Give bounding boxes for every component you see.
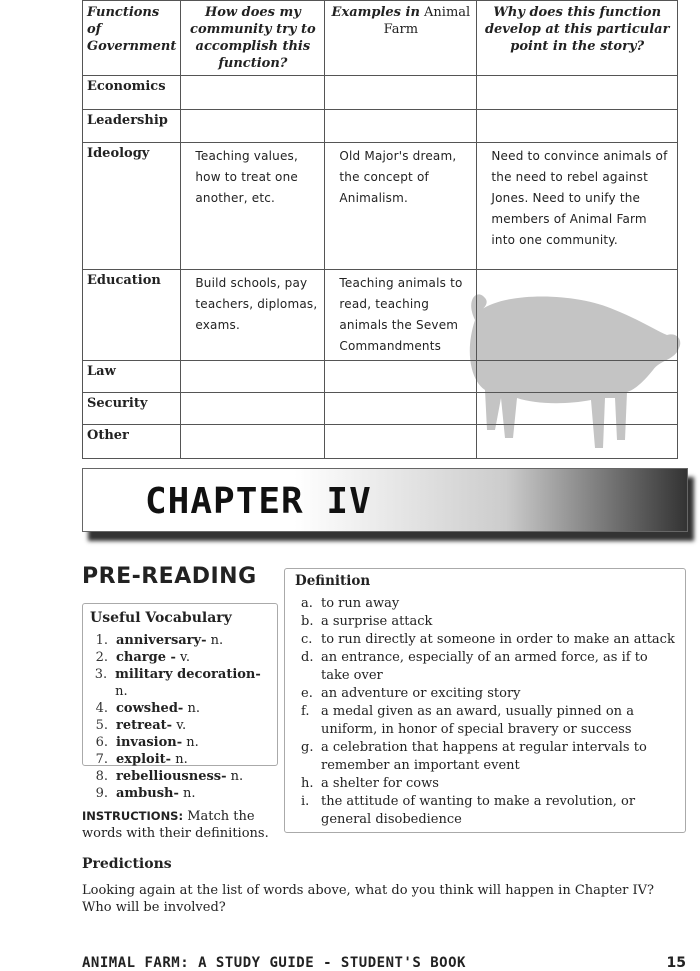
- vocab-pos: v.: [175, 650, 190, 665]
- vocab-number: 2.: [95, 650, 108, 665]
- vocabulary-item: [90, 700, 270, 717]
- vocab-pos: n.: [115, 684, 128, 699]
- row-label: Law: [83, 361, 181, 393]
- predictions-question: Looking again at the list of words above, what do you think will happen in Chapter IV? Who will be involved?: [82, 883, 654, 915]
- vocabulary-item: [90, 649, 270, 666]
- definition-item: [295, 649, 675, 685]
- vocab-word: military decoration-: [115, 667, 261, 682]
- vocabulary-item: [90, 751, 270, 768]
- definition-letter: g.: [301, 740, 314, 755]
- table-row: [83, 143, 678, 270]
- why-cell[interactable]: Need to convince animals of the need to rebel against Jones. Need to unify the members of Animal Farm into one community.: [477, 143, 678, 270]
- functions-of-government-table: [82, 0, 678, 459]
- row-label: Leadership: [83, 110, 181, 143]
- definition-box: [284, 568, 686, 833]
- why-cell[interactable]: [477, 361, 678, 393]
- definition-item: [295, 595, 675, 613]
- vocab-word: exploit-: [116, 752, 172, 767]
- vocabulary-item: [90, 717, 270, 734]
- why-cell[interactable]: [477, 76, 678, 110]
- vocabulary-box: [82, 603, 278, 801]
- vocabulary-item: [90, 632, 270, 649]
- footer-title: ANIMAL FARM: A STUDY GUIDE - STUDENT'S BOOK: [82, 955, 466, 971]
- header-examples: Examples in Animal Farm: [325, 1, 477, 76]
- examples-cell[interactable]: [325, 110, 477, 143]
- vocabulary-title: Useful Vocabulary: [90, 610, 232, 626]
- community-cell[interactable]: [181, 110, 325, 143]
- vocab-number: 8.: [95, 769, 108, 784]
- community-cell[interactable]: [181, 393, 325, 425]
- why-cell[interactable]: [477, 110, 678, 143]
- predictions-title: Predictions: [82, 856, 172, 872]
- vocabulary-item: [90, 734, 270, 751]
- table-row: [83, 76, 678, 110]
- table-row: [83, 425, 678, 459]
- definition-item: [295, 775, 675, 793]
- pre-reading-title: PRE-READING: [82, 564, 257, 589]
- community-cell[interactable]: [181, 76, 325, 110]
- header-community: How does my community try to accomplish this function?: [181, 1, 325, 76]
- community-cell[interactable]: [181, 425, 325, 459]
- definition-item: [295, 685, 675, 703]
- vocab-pos: n.: [183, 701, 200, 716]
- community-cell[interactable]: [181, 361, 325, 393]
- instructions-text: Match the words with their definitions.: [82, 809, 269, 841]
- definition-item: [295, 739, 675, 775]
- definition-text: an entrance, especially of an armed force, as if to take over: [321, 650, 648, 683]
- why-cell[interactable]: [477, 393, 678, 425]
- definition-list: [295, 595, 675, 829]
- definition-text: the attitude of wanting to make a revolution, or general disobedience: [321, 794, 636, 827]
- definition-item: [295, 613, 675, 631]
- definition-letter: f.: [301, 704, 310, 719]
- definition-text: a medal given as an award, usually pinned on a uniform, in honor of special bravery or success: [321, 704, 634, 737]
- instructions-label: INSTRUCTIONS:: [82, 809, 184, 823]
- chapter-title: CHAPTER IV: [145, 481, 372, 522]
- vocab-word: cowshed-: [116, 701, 184, 716]
- row-label: Education: [83, 270, 181, 361]
- definition-text: to run directly at someone in order to make an attack: [321, 632, 675, 647]
- table-row: [83, 393, 678, 425]
- vocab-number: 3.: [94, 667, 108, 682]
- definition-letter: a.: [301, 596, 313, 611]
- vocab-word: invasion-: [116, 735, 183, 750]
- page-number: 15: [666, 955, 686, 971]
- vocab-word: retreat-: [116, 718, 173, 733]
- definition-text: an adventure or exciting story: [321, 686, 521, 701]
- why-cell[interactable]: [477, 425, 678, 459]
- vocab-word: charge -: [116, 650, 176, 665]
- vocab-pos: n.: [182, 735, 199, 750]
- why-cell[interactable]: [477, 270, 678, 361]
- examples-cell[interactable]: [325, 393, 477, 425]
- row-label: Other: [83, 425, 181, 459]
- definition-text: a surprise attack: [321, 614, 433, 629]
- vocab-number: 9.: [95, 786, 108, 801]
- row-label: Ideology: [83, 143, 181, 270]
- definition-letter: d.: [301, 650, 314, 665]
- vocab-number: 7.: [95, 752, 108, 767]
- vocab-number: 5.: [95, 718, 108, 733]
- definition-item: [295, 793, 675, 829]
- examples-cell[interactable]: [325, 425, 477, 459]
- vocab-word: rebelliousness-: [116, 769, 227, 784]
- community-cell[interactable]: Build schools, pay teachers, diplomas, exams.: [181, 270, 325, 361]
- community-cell[interactable]: Teaching values, how to treat one another, etc.: [181, 143, 325, 270]
- chapter-banner: [82, 468, 688, 532]
- vocab-pos: v.: [172, 718, 187, 733]
- table-row: [83, 361, 678, 393]
- vocab-number: 4.: [95, 701, 108, 716]
- definition-text: a celebration that happens at regular intervals to remember an important event: [321, 740, 647, 773]
- header-why: Why does this function develop at this particular point in the story?: [477, 1, 678, 76]
- definition-letter: e.: [301, 686, 313, 701]
- row-label: Economics: [83, 76, 181, 110]
- definition-letter: i.: [301, 794, 310, 809]
- vocab-pos: n.: [171, 752, 188, 767]
- vocab-word: anniversary-: [116, 633, 207, 648]
- definition-letter: c.: [301, 632, 313, 647]
- vocabulary-item: [90, 768, 270, 785]
- instructions: [82, 808, 272, 842]
- definition-letter: h.: [301, 776, 314, 791]
- definition-title: Definition: [295, 573, 371, 589]
- table-row: [83, 270, 678, 361]
- examples-cell[interactable]: [325, 361, 477, 393]
- examples-cell[interactable]: Old Major's dream, the concept of Animalism.: [325, 143, 477, 270]
- definition-text: a shelter for cows: [321, 776, 439, 791]
- examples-cell[interactable]: [325, 76, 477, 110]
- vocab-number: 6.: [95, 735, 108, 750]
- vocab-word: ambush-: [116, 786, 179, 801]
- table-row: [83, 110, 678, 143]
- row-label: Security: [83, 393, 181, 425]
- vocabulary-item: [90, 785, 270, 802]
- vocabulary-item: [90, 666, 270, 700]
- vocab-number: 1.: [95, 633, 108, 648]
- vocabulary-list: [90, 632, 270, 802]
- vocab-pos: n.: [226, 769, 244, 784]
- definition-item: [295, 631, 675, 649]
- vocab-pos: n.: [206, 633, 224, 648]
- definition-item: [295, 703, 675, 739]
- definition-letter: b.: [301, 614, 314, 629]
- examples-cell[interactable]: Teaching animals to read, teaching animals the Sevem Commandments: [325, 270, 477, 361]
- header-functions: Functions of Government: [83, 1, 181, 76]
- vocab-pos: n.: [178, 786, 196, 801]
- definition-text: to run away: [321, 596, 400, 611]
